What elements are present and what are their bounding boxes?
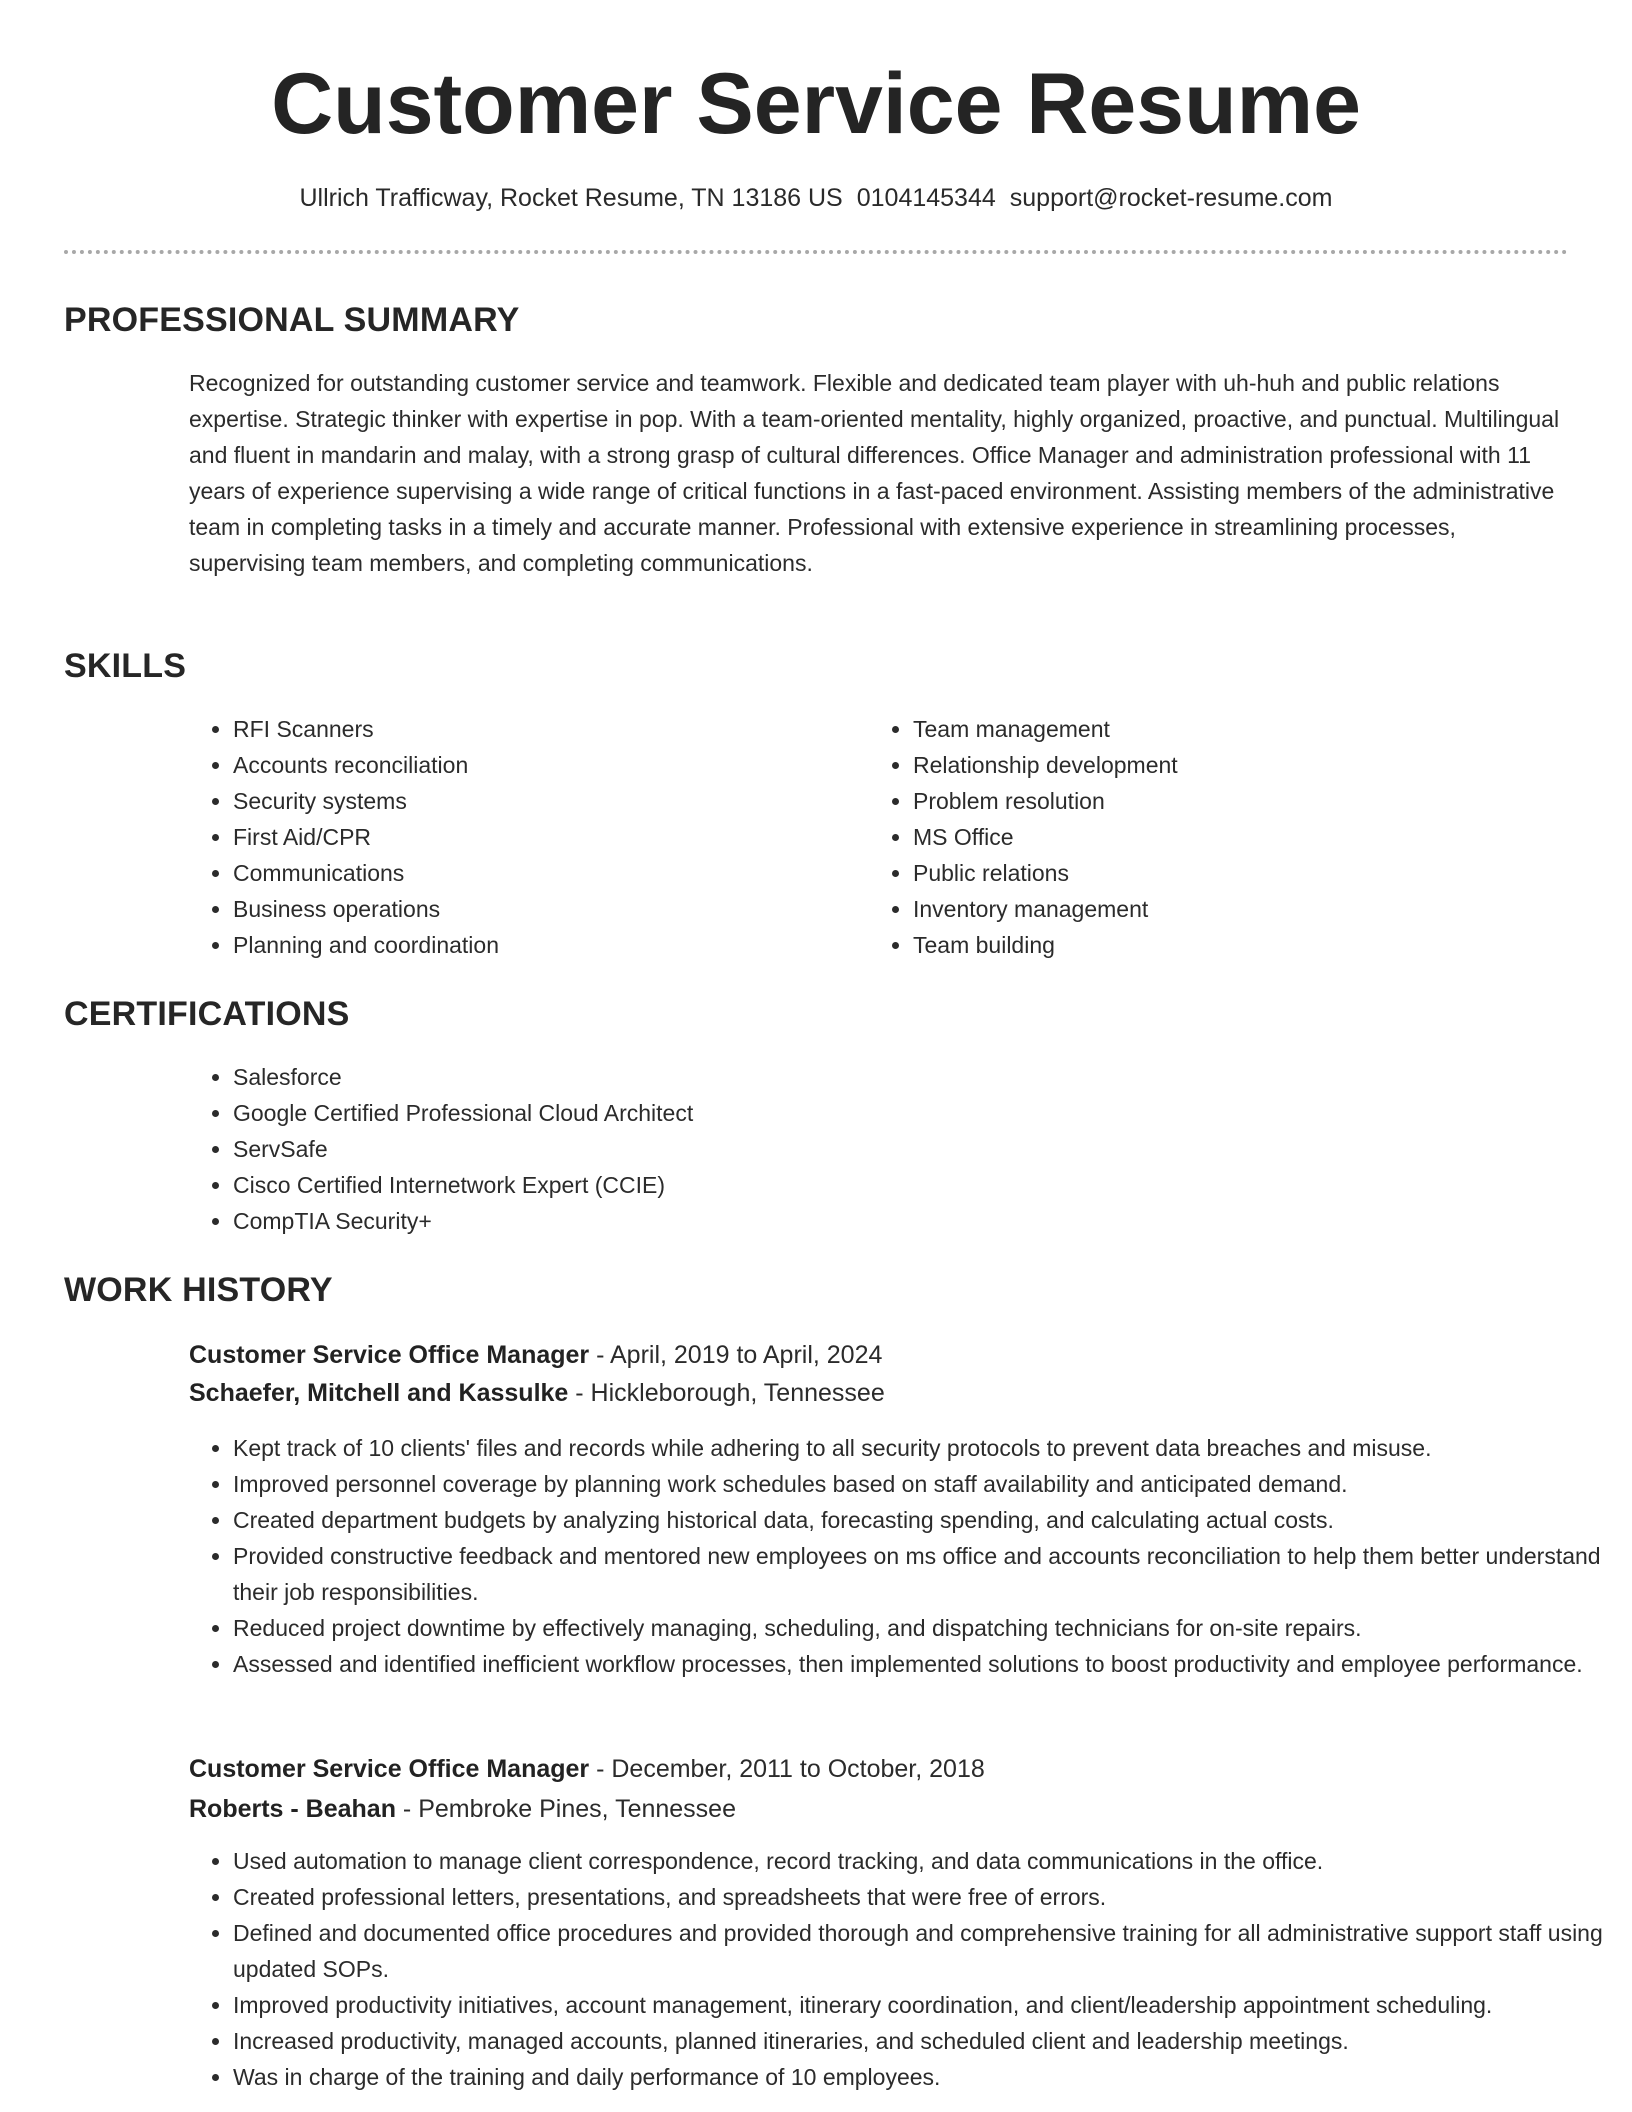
skill-item: • First Aid/CPR xyxy=(233,819,833,855)
job-bullet: • Improved personnel coverage by planning work schedules based on staff availability and anticipated demand. xyxy=(233,1466,1613,1502)
job-company: Roberts - Beahan xyxy=(189,1795,396,1823)
header-divider xyxy=(64,250,1568,254)
skill-item: • Team building xyxy=(913,927,1513,963)
job-bullet: • Assessed and identified inefficient workflow processes, then implemented solutions to boost productivity and employee performance. xyxy=(233,1646,1613,1682)
skill-item: • Security systems xyxy=(233,783,833,819)
job-dates: - April, 2019 to April, 2024 xyxy=(589,1341,883,1369)
contact-phone: 0104145344 xyxy=(856,184,996,212)
job-title-line xyxy=(189,1336,882,1374)
certification-item: • CompTIA Security+ xyxy=(233,1203,1533,1239)
skill-item: • Communications xyxy=(233,855,833,891)
job-location: - Hickleborough, Tennessee xyxy=(568,1379,885,1407)
job-bullet: • Used automation to manage client correspondence, record tracking, and data communications in the office. xyxy=(233,1843,1613,1879)
skill-item: • Problem resolution xyxy=(913,783,1513,819)
summary-text: Recognized for outstanding customer service and teamwork. Flexible and dedicated team player with uh-huh and public relations expertise. Strategic thinker with expertise in pop. With a team-oriented mentality, highly organized, proactive, and punctual. Multilingual and fluent in mandarin and malay, with a strong grasp of cultural differences. Office Manager and administration professional with 11 years of experience supervising a wide range of critical functions in a fast-paced environment. Assisting members of the administrative team in completing tasks in a timely and accurate manner. Professional with extensive experience in streamlining processes, supervising team members, and completing communications. xyxy=(189,370,1560,576)
skill-item: • RFI Scanners xyxy=(233,711,833,747)
certification-item: • ServSafe xyxy=(233,1131,1533,1167)
skills-list-right xyxy=(869,711,1513,963)
contact-address: Ullrich Trafficway, Rocket Resume, TN 13186 US xyxy=(299,184,843,212)
job-bullet: • Increased productivity, managed accounts, planned itineraries, and scheduled client and leadership meetings. xyxy=(233,2023,1613,2059)
skill-item: • Inventory management xyxy=(913,891,1513,927)
job-title: Customer Service Office Manager xyxy=(189,1755,590,1783)
job-company: Schaefer, Mitchell and Kassulke xyxy=(189,1379,569,1407)
certifications-heading: CERTIFICATIONS xyxy=(64,995,350,1033)
work-history-heading: WORK HISTORY xyxy=(64,1271,333,1309)
job-title-line xyxy=(189,1750,985,1788)
job-bullet: • Provided constructive feedback and mentored new employees on ms office and accounts reconciliation to help them better understand their job responsibilities. xyxy=(233,1538,1613,1610)
job-bullet: • Created department budgets by analyzing historical data, forecasting spending, and calculating actual costs. xyxy=(233,1502,1613,1538)
job-bullet: • Defined and documented office procedures and provided thorough and comprehensive training for all administrative support staff using updated SOPs. xyxy=(233,1915,1613,1987)
job-bullet: • Was in charge of the training and daily performance of 10 employees. xyxy=(233,2059,1613,2095)
summary-heading: PROFESSIONAL SUMMARY xyxy=(64,301,520,339)
skill-item: • Business operations xyxy=(233,891,833,927)
skill-item: • Team management xyxy=(913,711,1513,747)
skill-item: • MS Office xyxy=(913,819,1513,855)
job-dates: - December, 2011 to October, 2018 xyxy=(589,1755,985,1783)
certification-item: • Salesforce xyxy=(233,1059,1533,1095)
certifications-list xyxy=(189,1059,1533,1239)
job-bullets xyxy=(189,1843,1613,2095)
skill-item: • Accounts reconciliation xyxy=(233,747,833,783)
contact-line xyxy=(0,180,1632,216)
job-company-line xyxy=(189,1790,736,1828)
job-bullet: • Improved productivity initiatives, account management, itinerary coordination, and client/leadership appointment scheduling. xyxy=(233,1987,1613,2023)
job-bullet: • Created professional letters, presentations, and spreadsheets that were free of errors. xyxy=(233,1879,1613,1915)
skill-item: • Relationship development xyxy=(913,747,1513,783)
job-title: Customer Service Office Manager xyxy=(189,1341,590,1369)
job-bullet: • Reduced project downtime by effectively managing, scheduling, and dispatching technicians for on-site repairs. xyxy=(233,1610,1613,1646)
certification-item: • Google Certified Professional Cloud Architect xyxy=(233,1095,1533,1131)
contact-email[interactable]: support@rocket-resume.com xyxy=(1009,184,1333,212)
job-location: - Pembroke Pines, Tennessee xyxy=(395,1795,736,1823)
skills-list-left xyxy=(189,711,833,963)
certification-item: • Cisco Certified Internetwork Expert (CCIE) xyxy=(233,1167,1533,1203)
skills-heading: SKILLS xyxy=(64,647,187,685)
skill-item: • Planning and coordination xyxy=(233,927,833,963)
resume-title: Customer Service Resume xyxy=(271,56,1361,152)
skill-item: • Public relations xyxy=(913,855,1513,891)
job-company-line xyxy=(189,1374,885,1412)
job-bullets xyxy=(189,1430,1613,1682)
job-bullet: • Kept track of 10 clients' files and records while adhering to all security protocols to prevent data breaches and misuse. xyxy=(233,1430,1613,1466)
